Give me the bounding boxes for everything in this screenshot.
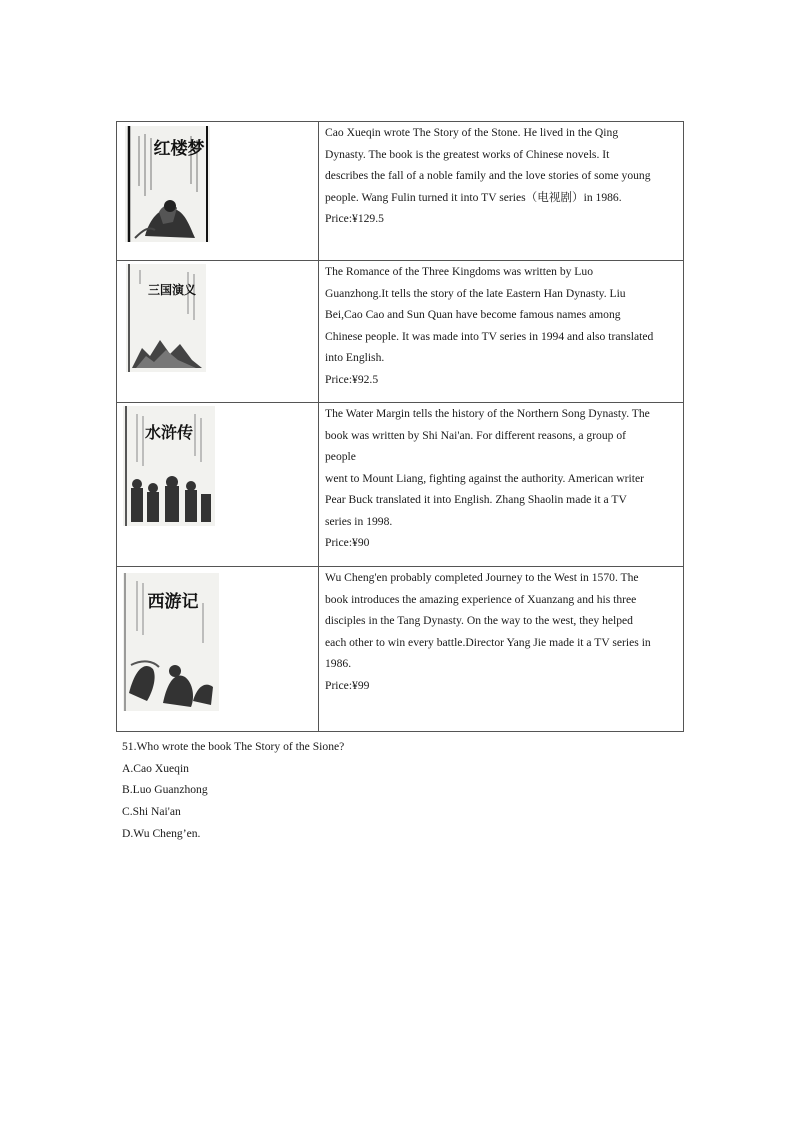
- description-line: Cao Xueqin wrote The Story of the Stone. He lived in the Qing: [325, 126, 619, 139]
- price-text: Price:¥129.5: [325, 212, 384, 225]
- cover-cell: [117, 567, 319, 732]
- cover-title-text: 红楼梦: [153, 139, 205, 159]
- book-description: [319, 403, 684, 567]
- description-line: series in 1998.: [325, 514, 393, 528]
- description-line: book was written by Shi Nai'an. For different reasons, a group of: [325, 428, 626, 442]
- question-stem: 51.Who wrote the book The Story of the Sione?: [122, 740, 345, 753]
- book-description: [319, 122, 684, 261]
- books-table: [116, 121, 684, 732]
- question-block: [122, 736, 344, 845]
- cover-image-shuihuzhuan: [123, 406, 215, 526]
- book-description: [319, 567, 684, 732]
- description-line: Bei,Cao Cao and Sun Quan have become famous names among: [325, 308, 621, 321]
- description-line: Dynasty. The book is the greatest works of Chinese novels. It: [325, 147, 610, 161]
- cover-title-text: 水浒传: [144, 423, 194, 442]
- cover-title-text: 三国演义: [148, 283, 197, 297]
- cover-cell: [117, 403, 319, 567]
- description-line: into English.: [325, 351, 385, 364]
- cover-image-hongloumeng: [125, 126, 210, 242]
- description-line: people. Wang Fulin turned it into TV series（电视剧）in 1986.: [325, 190, 622, 204]
- description-line: went to Mount Liang, fighting against the authority. American writer: [325, 471, 644, 485]
- cover-cell: [117, 122, 319, 261]
- cover-image-sanguoyanyi: [126, 264, 206, 372]
- price-text: Price:¥90: [325, 536, 370, 549]
- description-line: The Water Margin tells the history of the Northern Song Dynasty. The: [325, 407, 650, 420]
- book-row-three-kingdoms: [117, 261, 684, 403]
- description-line: The Romance of the Three Kingdoms was written by Luo: [325, 265, 593, 278]
- option-a[interactable]: A.Cao Xueqin: [122, 761, 189, 775]
- option-b[interactable]: B.Luo Guanzhong: [122, 783, 208, 797]
- description-line: 1986.: [325, 657, 352, 670]
- book-description: [319, 261, 684, 403]
- cover-cell: [117, 261, 319, 403]
- option-d[interactable]: D.Wu Cheng’en.: [122, 826, 201, 840]
- cover-image-xiyouji: [123, 573, 219, 711]
- description-line: people: [325, 450, 356, 463]
- description-line: Pear Buck translated it into English. Zhang Shaolin made it a TV: [325, 493, 627, 506]
- book-row-story-of-the-stone: [117, 122, 684, 261]
- description-line: describes the fall of a noble family and the love stories of some young: [325, 169, 651, 182]
- description-line: Guanzhong.It tells the story of the late Eastern Han Dynasty. Liu: [325, 286, 626, 300]
- description-line: Chinese people. It was made into TV series in 1994 and also translated: [325, 329, 654, 343]
- option-c[interactable]: C.Shi Nai'an: [122, 805, 181, 819]
- description-line: book introduces the amazing experience of Xuanzang and his three: [325, 592, 637, 606]
- book-row-water-margin: [117, 403, 684, 567]
- book-row-journey-to-the-west: [117, 567, 684, 732]
- description-line: Wu Cheng'en probably completed Journey to the West in 1570. The: [325, 571, 639, 584]
- description-line: disciples in the Tang Dynasty. On the way to the west, they helped: [325, 614, 633, 627]
- description-line: each other to win every battle.Director Yang Jie made it a TV series in: [325, 635, 651, 649]
- price-text: Price:¥99: [325, 678, 370, 692]
- price-text: Price:¥92.5: [325, 372, 379, 386]
- cover-title-text: 西游记: [147, 592, 199, 612]
